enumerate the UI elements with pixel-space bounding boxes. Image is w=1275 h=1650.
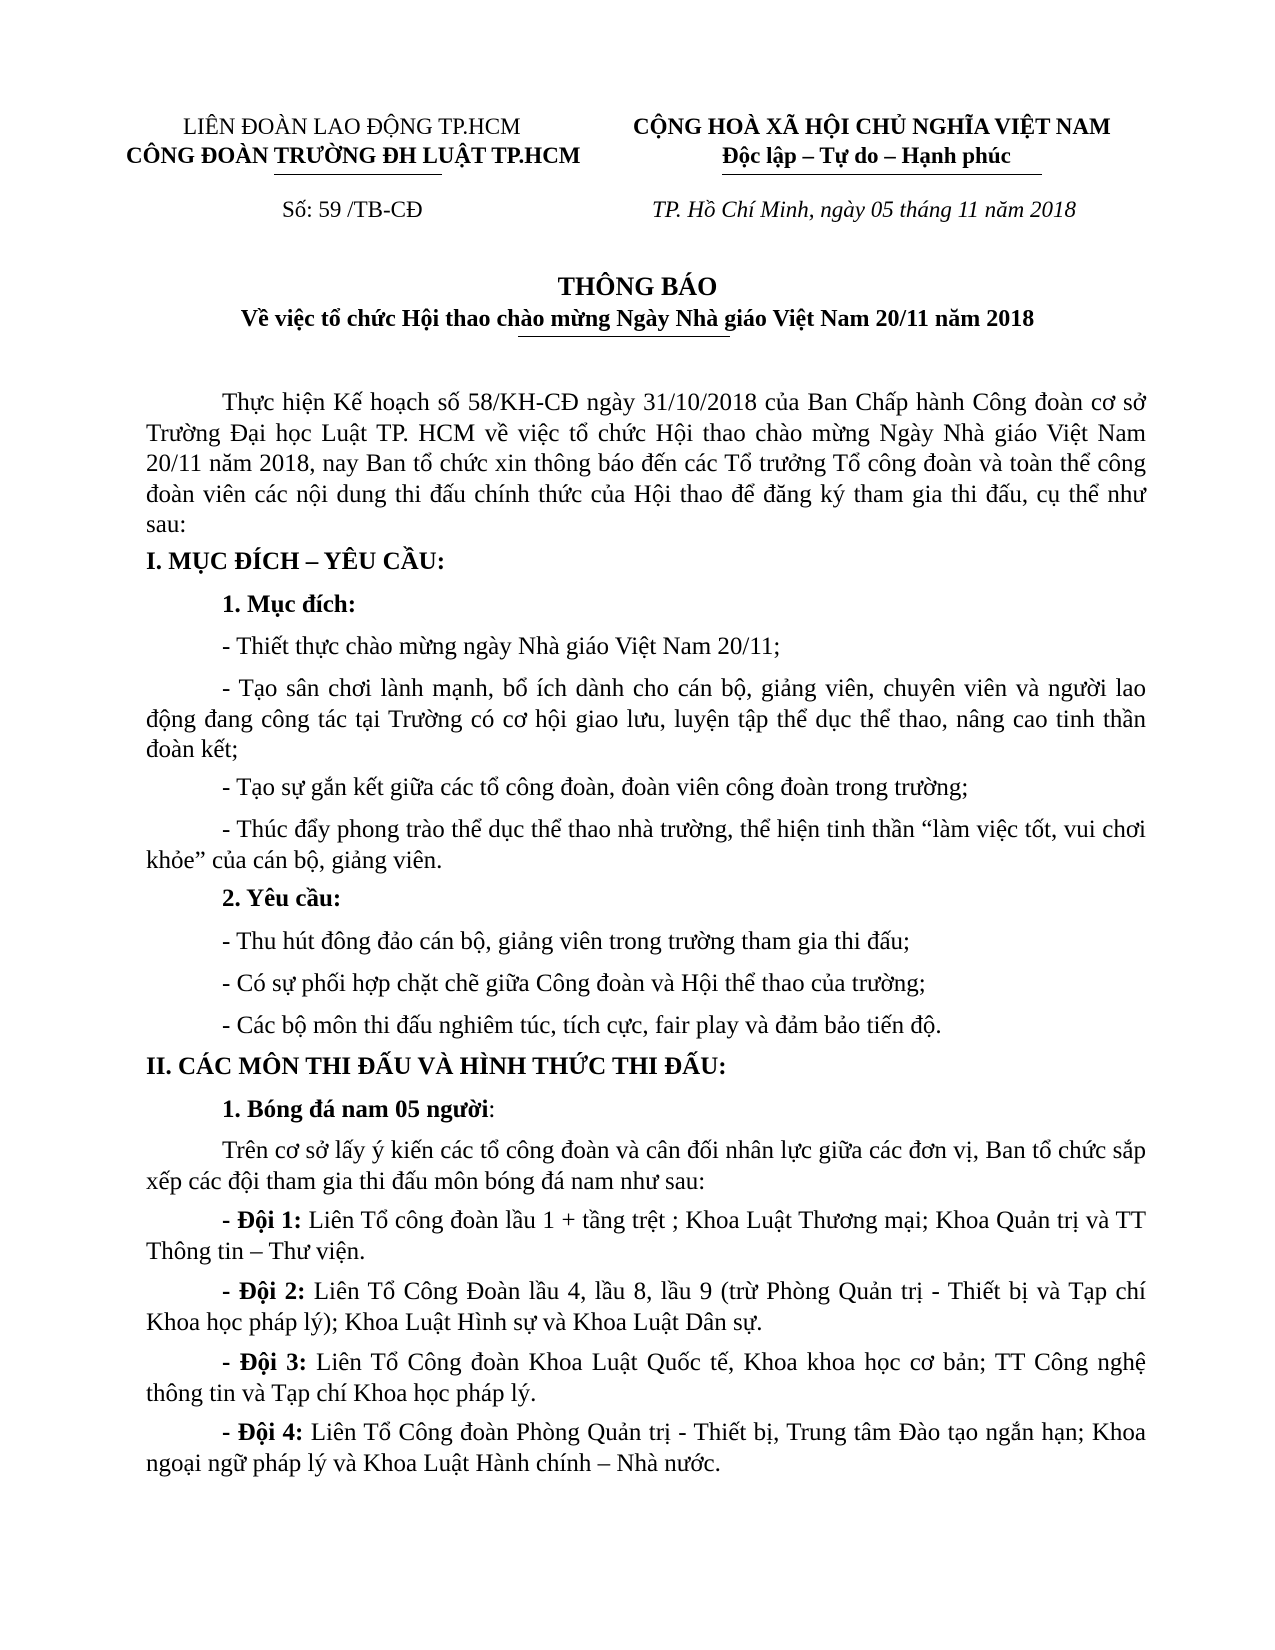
national-motto: Độc lập – Tự do – Hạnh phúc — [722, 143, 1011, 168]
section-1-sub1: 1. Mục đích: — [222, 591, 357, 618]
team-label: - Đội 4: — [222, 1419, 304, 1446]
header-right-rule — [722, 174, 1042, 175]
document-title: THÔNG BÁO — [557, 272, 718, 301]
team-item — [146, 1206, 1146, 1267]
section-2-sub1 — [222, 1095, 495, 1125]
header-left-rule — [274, 174, 442, 175]
country-name: CỘNG HOÀ XÃ HỘI CHỦ NGHĨA VIỆT NAM — [633, 114, 1111, 139]
team-item — [146, 1277, 1146, 1338]
section-2-heading: II. CÁC MÔN THI ĐẤU VÀ HÌNH THỨC THI ĐẤU: — [146, 1053, 727, 1080]
requirement-item: - Thu hút đông đảo cán bộ, giảng viên trong trường tham gia thi đấu; — [222, 928, 910, 955]
football-heading-colon: : — [488, 1096, 496, 1123]
document-subtitle: Về việc tổ chức Hội thao chào mừng Ngày Nhà giáo Việt Nam 20/11 năm 2018 — [240, 306, 1035, 332]
team-item — [146, 1418, 1146, 1479]
team-text: Liên Tổ Công đoàn Khoa Luật Quốc tế, Khoa khoa học cơ bản; TT Công nghệ thông tin và Tạp chí Khoa học pháp lý. — [146, 1349, 1146, 1407]
intro-paragraph: Thực hiện Kế hoạch số 58/KH-CĐ ngày 31/10/2018 của Ban Chấp hành Công đoàn cơ sở Trường Đại học Luật TP. HCM về việc tổ chức Hội thao chào mừng Ngày Nhà giáo Việt Nam 20/11 năm 2018, nay Ban tổ chức xin thông báo đến các Tổ trưởng Tổ công đoàn và toàn thể công đoàn viên các nội dung thi đấu chính thức của Hội thao để đăng ký tham gia thi đấu, cụ thể như sau: — [146, 389, 1146, 538]
organization-name: CÔNG ĐOÀN TRƯỜNG ĐH LUẬT TP.HCM — [126, 143, 581, 168]
section-1-sub2: 2. Yêu cầu: — [222, 885, 342, 912]
team-label: - Đội 1: — [222, 1207, 302, 1234]
football-heading: 1. Bóng đá nam 05 người — [222, 1096, 489, 1123]
document-number: Số: 59 /TB-CĐ — [282, 197, 423, 222]
team-label: - Đội 3: — [222, 1349, 307, 1376]
title-rule — [518, 336, 730, 337]
football-intro: Trên cơ sở lấy ý kiến các tổ công đoàn và cân đối nhân lực giữa các đơn vị, Ban tổ chức sắp xếp các đội tham gia thi đấu môn bóng đá nam như sau: — [146, 1137, 1146, 1195]
requirement-item: - Có sự phối hợp chặt chẽ giữa Công đoàn và Hội thể thao của trường; — [222, 970, 926, 997]
purpose-item: - Tạo sự gắn kết giữa các tổ công đoàn, đoàn viên công đoàn trong trường; — [222, 774, 969, 801]
purpose-item: - Tạo sân chơi lành mạnh, bổ ích dành cho cán bộ, giảng viên, chuyên viên và người lao động đang công tác tại Trường có cơ hội giao lưu, luyện tập thể dục thể thao, nâng cao tinh thần đoàn kết; — [146, 675, 1146, 763]
requirement-item: - Các bộ môn thi đấu nghiêm túc, tích cực, fair play và đảm bảo tiến độ. — [222, 1012, 942, 1039]
agency-name: LIÊN ĐOÀN LAO ĐỘNG TP.HCM — [183, 114, 521, 139]
team-text: Liên Tổ công đoàn lầu 1 + tầng trệt ; Khoa Luật Thương mại; Khoa Quản trị và TT Thông tin – Thư viện. — [146, 1207, 1146, 1265]
purpose-item: - Thiết thực chào mừng ngày Nhà giáo Việt Nam 20/11; — [222, 633, 781, 660]
team-text: Liên Tổ Công đoàn Phòng Quản trị - Thiết bị, Trung tâm Đào tạo ngắn hạn; Khoa ngoại ngữ pháp lý và Khoa Luật Hành chính – Nhà nước. — [146, 1419, 1146, 1477]
team-text: Liên Tổ Công Đoàn lầu 4, lầu 8, lầu 9 (trừ Phòng Quản trị - Thiết bị và Tạp chí Khoa học pháp lý); Khoa Luật Hình sự và Khoa Luật Dân sự. — [146, 1278, 1146, 1336]
section-1-heading: I. MỤC ĐÍCH – YÊU CẦU: — [146, 548, 446, 575]
team-item — [146, 1348, 1146, 1409]
team-label: - Đội 2: — [222, 1278, 306, 1305]
purpose-item: - Thúc đẩy phong trào thể dục thể thao nhà trường, thể hiện tinh thần “làm việc tốt, vui chơi khỏe” của cán bộ, giảng viên. — [146, 816, 1146, 874]
place-date: TP. Hồ Chí Minh, ngày 05 tháng 11 năm 2018 — [652, 197, 1077, 222]
